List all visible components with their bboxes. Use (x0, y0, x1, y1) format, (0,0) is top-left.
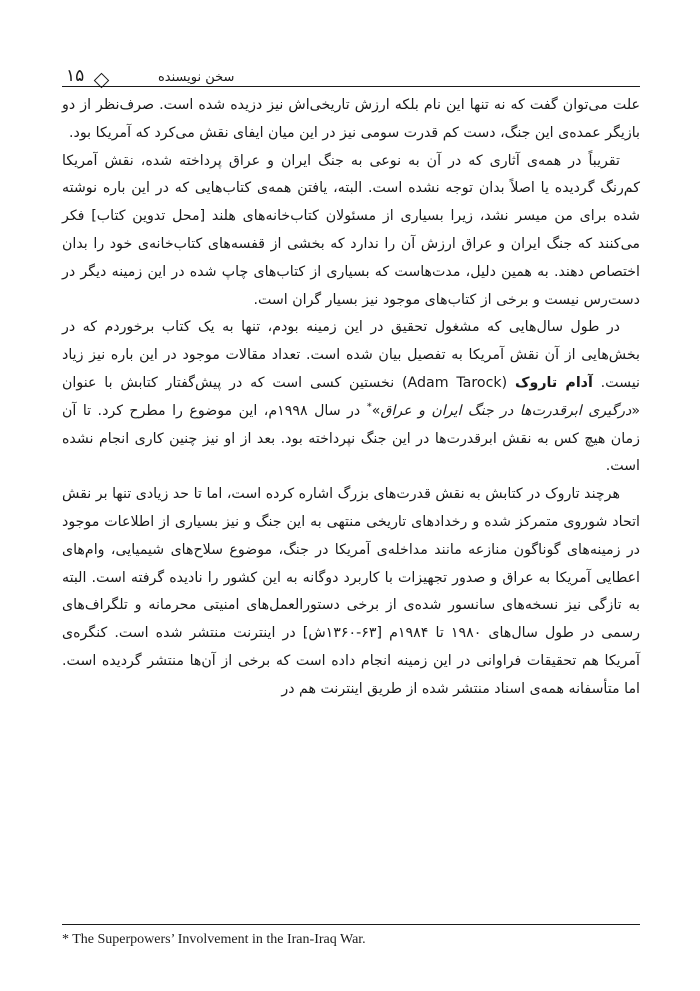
author-name-persian: آدام تاروک (514, 374, 593, 391)
paragraph-3-part-d: در سال ۱۹۹۸م، این موضوع را مطرح کرد. تا آن زمان هیچ کس به نقش ابرقدرت‌ها در این جنگ نپرداخته بود. بعد از او نیز چنین کاری انجام نشده است. (62, 402, 640, 475)
header-divider (62, 86, 640, 87)
footnote-text: The Superpowers’ Involvement in the Iran-Iraq War. (72, 932, 366, 947)
footnote-marker: * (62, 932, 69, 947)
paragraph-3-part-b: نخستین کسی است که در پیش‌گفتار کتابش با عنوان « (62, 374, 641, 419)
footnote-divider (62, 924, 640, 925)
paragraph-3 (62, 314, 640, 481)
paragraph-4: هرچند تاروک در کتابش به نقش قدرت‌های بزرگ اشاره کرده است، اما تا حد زیادی تنها بر نقش اتحاد شوروی متمرکز شده و رخدادهای تاریخی منتهی به این جنگ و نیز بسیاری از اطلاعات موجود در زمینه‌های گوناگون منازعه مانند مداخله‌ی آمریکا در جنگ، موضوع سلاح‌های شیمیایی، وام‌های اعطایی آمریکا به عراق و صدور تجهیزات با کاربرد دوگانه به این کشور را نادیده گرفته است. البته به تازگی نیز نسخه‌های سانسور شده‌ی از برخی دستورالعمل‌های امنیتی محرمانه و تلگراف‌های رسمی در طول سال‌های ۱۹۸۰ تا ۱۹۸۴م [۶۳-۱۳۶۰ش] در اینترنت منتشر شده است. کنگره‌ی آمریکا هم تحقیقات فراوانی در این زمینه انجام داده است که برخی از آن‌ها منتشر گردیده است. اما متأسفانه همه‌ی اسناد منتشر شده از طریق اینترنت هم در (62, 486, 640, 697)
paragraph-3-part-c: » (371, 402, 381, 419)
paragraph-3-part-a: در طول سال‌هایی که مشغول تحقیق در این زمینه بودم، تنها به یک کتاب برخوردم که در بخش‌هایی از آن نقش آمریکا به تفصیل بیان شده است. تعداد مقالات موجود در این باره نیز زیاد نیست. (62, 319, 640, 391)
page-number: ۱۵ (66, 66, 85, 86)
paragraph-1: علت می‌توان گفت که نه تنها این نام بلکه ارزش تاریخی‌اش نیز دزیده شده است. صرف‌نظر از دو بازیگر عمده‌ی این جنگ، دست کم قدرت سومی نیز در این میان ایفای نقش می‌کرد که آمریکا بود. (62, 97, 640, 141)
author-name-latin: (Adam Tarock) (402, 374, 508, 391)
footnote-reference: * (366, 401, 372, 413)
paragraph-2: تقریباً در همه‌ی آثاری که در آن به نوعی به جنگ ایران و عراق پرداخته شده، نقش آمریکا کم‌رنگ گردیده یا اصلاً بدان توجه نشده است. البته، یافتن همه‌ی کتاب‌هایی که در این باره نوشته شده برای من میسر نشد، زیرا بسیاری از مسئولان کتاب‌خانه‌های هلند [محل تدوین کتاب] فکر می‌کنند که جنگ ایران و عراق ارزش آن را ندارد که بخشی از قفسه‌های کتاب‌خانه‌ی خود را بدان اختصاص دهند. به همین دلیل، مدت‌هاست که بسیاری از کتاب‌های چاپ شده در این زمینه دیگر در دست‌رس نیست و برخی از کتاب‌های موجود نیز بسیار گران است. (62, 152, 640, 308)
main-text (62, 92, 640, 704)
running-title: سخن نویسنده (158, 70, 235, 85)
book-title: درگیری ابرقدرت‌ها در جنگ ایران و عراق (380, 402, 632, 419)
footnote (62, 932, 366, 948)
page-header (62, 62, 640, 92)
